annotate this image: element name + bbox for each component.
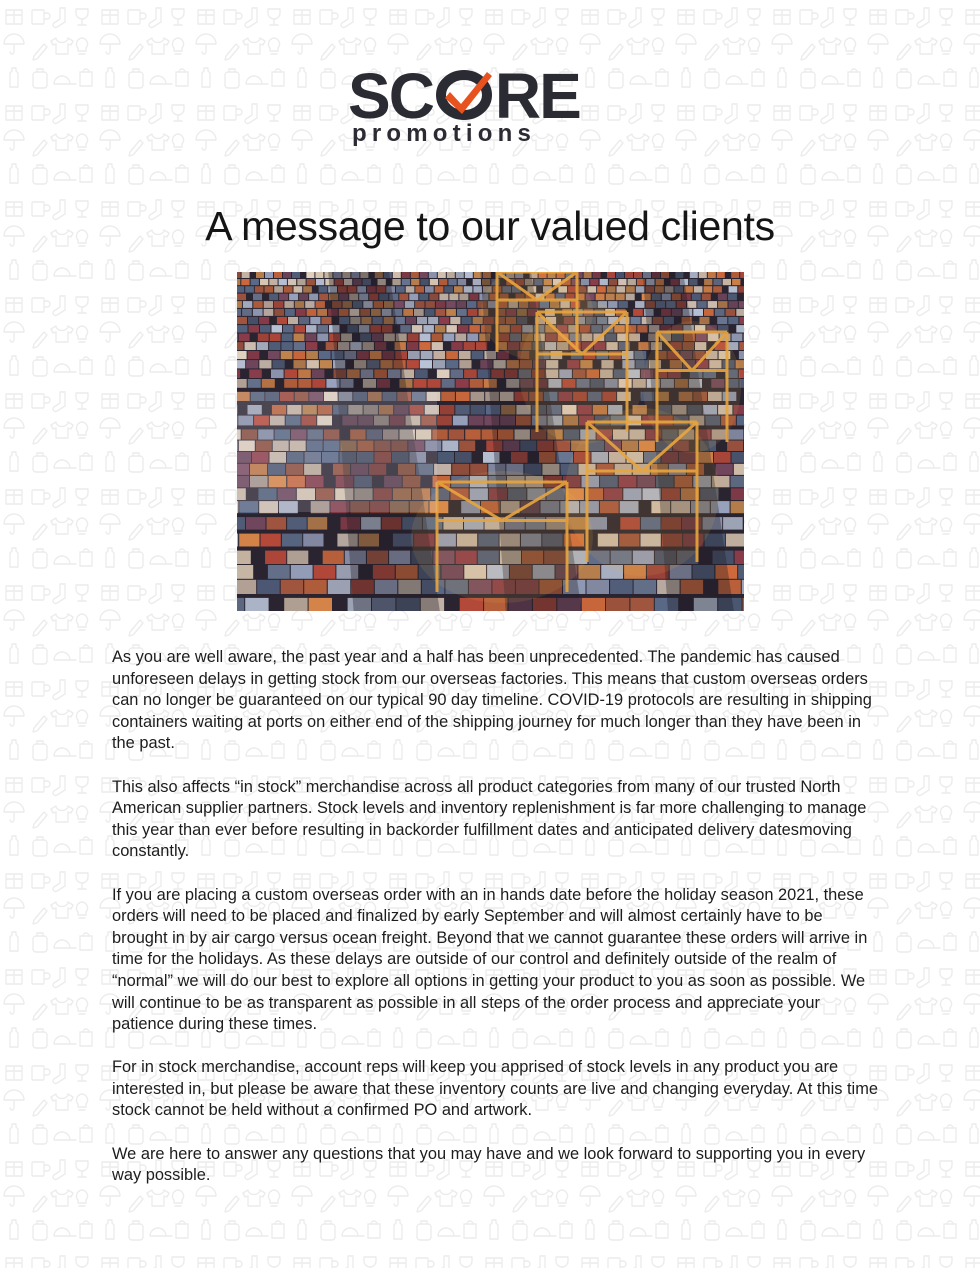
- logo-text-sc: SC: [348, 60, 433, 132]
- score-promotions-logo: [348, 60, 638, 148]
- paragraph: If you are placing a custom overseas order with an in hands date before the holiday season 2021, these orders will need to be placed and finalized by early September and will almost certainly have to be brought in by air cargo versus ocean freight. Beyond that we cannot guarantee these orders will arrive in time for the holidays. As these delays are outside of our control and definitely outside of the realm of “normal” we will do our best to explore all options in getting your product to you as soon as possible. We will continue to be as transparent as possible in all steps of the order process and appreciate your patience during these times.: [112, 885, 868, 1034]
- message-body: [112, 647, 882, 1208]
- shipping-containers-port-photo: [237, 272, 744, 611]
- paragraph: As you are well aware, the past year and a half has been unprecedented. The pandemic has caused unforeseen delays in getting stock from our overseas factories. This means that custom overseas orders can no longer be guaranteed on our typical 90 day timeline. COVID-19 protocols are resulting in shipping containers waiting at ports on either end of the shipping journey for much longer than they have been in the past.: [112, 648, 872, 753]
- checkmark-o-icon: [435, 66, 493, 116]
- page-title: A message to our valued clients: [205, 203, 775, 249]
- logo-subtitle: promotions: [352, 120, 536, 147]
- paragraph: This also affects “in stock” merchandise across all product categories from many of our trusted North American supplier partners. Stock levels and inventory replenishment is far more challenging to manage this year than ever before resulting in backorder fulfillment dates and anticipated delivery datesmoving constantly.: [112, 777, 867, 861]
- paragraph: For in stock merchandise, account reps will keep you apprised of stock levels in any product you are interested in, but please be aware that these inventory counts are live and changing everyday. At this time stock cannot be held without a confirmed PO and artwork.: [112, 1058, 878, 1120]
- paragraph: We are here to answer any questions that you may have and we look forward to supporting you in every way possible.: [112, 1144, 866, 1185]
- logo-wordmark: [348, 60, 580, 132]
- logo-text-re: RE: [494, 60, 580, 132]
- shipping-containers-photo: [237, 272, 744, 611]
